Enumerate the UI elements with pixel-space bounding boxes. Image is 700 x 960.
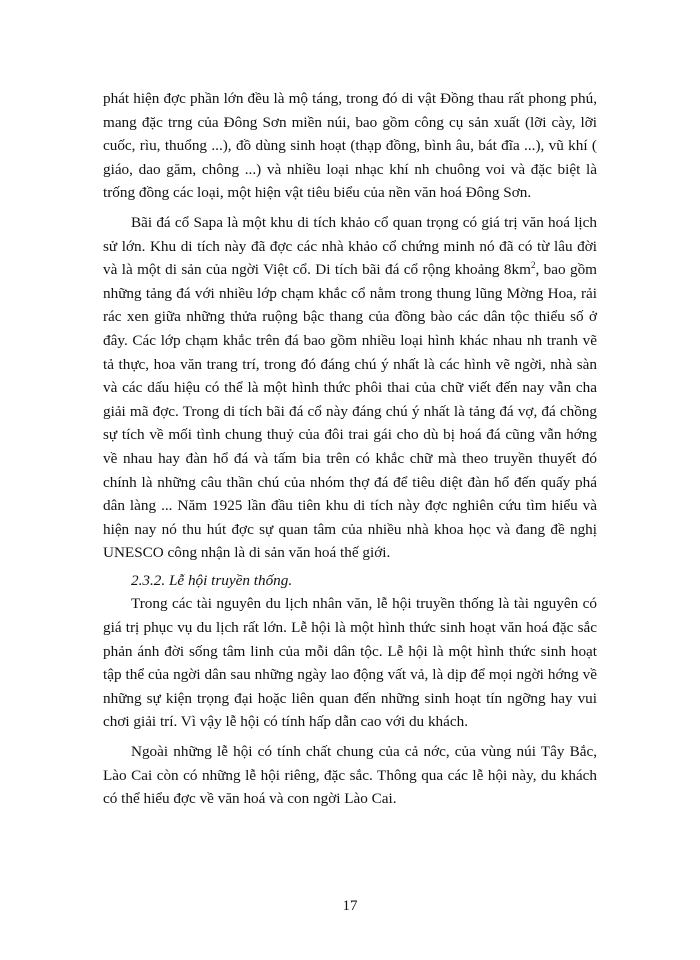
document-body: [103, 87, 597, 811]
paragraph-bronze-artifacts: phát hiện đợc phần lớn đều là mộ táng, trong đó di vật Đồng thau rất phong phú, mang đặc trng của Đông Sơn miền núi, bao gồm công cụ sản xuất (lỡi cày, lỡi cuốc, rìu, thuổng ...), đồ dùng sinh hoạt (thạp đồng, bình âu, bát đĩa ...), vũ khí ( giáo, dao găm, chông ...) và nhiều loại nhạc khí nh chuông voi và đặc biệt là trống đồng các loại, một hiện vật tiêu biểu của nền văn hoá Đông Sơn.: [103, 90, 597, 202]
paragraph-sapa-text-start: Bãi đá cổ Sapa là một khu di tích khảo cổ quan trọng có giá trị văn hoá lịch sử lớn. Khu di tích này đã đợc các nhà khảo cổ chứng minh nó đã có từ lâu đời và là một di sản của ngời Việt cổ. Di tích bãi đá cổ rộng khoảng 8km: [103, 213, 597, 279]
paragraph-festival-tourism: Trong các tài nguyên du lịch nhân văn, lễ hội truyền thống là tài nguyên có giá trị phục vụ du lịch rất lớn. Lễ hội là một hình thức sinh hoạt văn hoá đặc sắc phản ánh đời sống tâm linh của mỗi dân tộc. Lễ hội là một hình thức sinh hoạt tập thể của ngời dân sau những ngày lao động vất vả, là dịp để mọi ngời hớng về những sự kiện trọng đại hoặc liên quan đến những sinh hoạt tín ngỡng hay vui chơi giải trí. Vì vậy lễ hội có tính hấp dẫn cao với du khách.: [103, 595, 597, 731]
page-number: 17: [342, 898, 358, 914]
superscript-squared: 2: [530, 260, 536, 271]
paragraph-sapa-ancient-rocks: [103, 211, 597, 565]
paragraph-sapa-text-end: , bao gồm những tảng đá với nhiều lớp chạm khắc cổ nằm trong thung lũng Mờng Hoa, rải rác xen giữa những thửa ruộng bậc thang của đồng bào các dân tộc thiểu số ở đây. Các lớp chạm khắc trên đá bao gồm nhiều loại hình khác nhau nh tranh vẽ tả thực, hoa văn trang trí, trong đó đáng chú ý nhất là các hình vẽ ngời, nhà sàn và các dấu hiệu có thể là một hình thức phôi thai của chữ viết đến nay vẫn cha giải mã đợc. Trong di tích bãi đá cổ này đáng chú ý nhất là tảng đá vợ, đá chồng sự tích về mối tình chung thuỷ của đôi trai gái cho dù bị hoá đá cũng vẫn hớng về nhau hay đàn hổ đá và tấm bia trên có khắc chữ mà theo truyền thuyết đó chính là những câu thần chú của nhóm thợ đá để tiêu diệt đàn hổ đến quấy phá dân làng ... Năm 1925 lần đầu tiên khu di tích này đợc nghiên cứu tìm hiểu và hiện nay nó thu hút đợc sự quan tâm của nhiều nhà khoa học và đang đề nghị UNESCO công nhận là di sản văn hoá thế giới.: [103, 261, 597, 562]
paragraph-lao-cai-festivals: Ngoài những lễ hội có tính chất chung của cả nớc, của vùng núi Tây Bắc, Lào Cai còn có những lễ hội riêng, đặc sắc. Thông qua các lễ hội này, du khách có thể hiểu đợc về văn hoá và con ngời Lào Cai.: [103, 743, 597, 808]
section-heading-traditional-festivals: 2.3.2. Lễ hội truyền thống.: [131, 571, 293, 589]
